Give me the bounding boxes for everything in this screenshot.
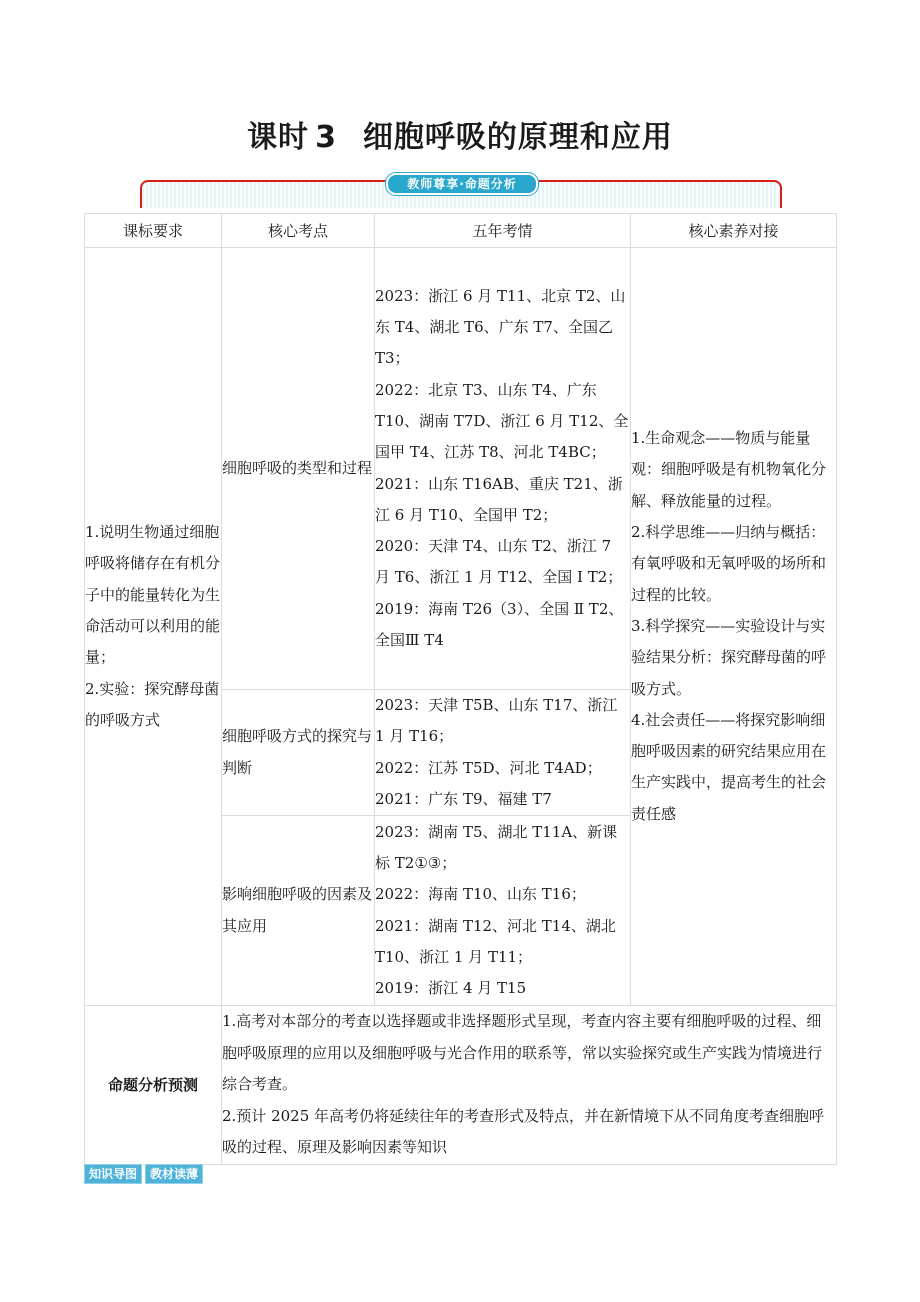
literacy-item: 1.生命观念——物质与能量观：细胞呼吸是有机物氧化分解、释放能量的过程。 [631,429,827,510]
literacy-item: 2.科学思维——归纳与概括：有氧呼吸和无氧呼吸的场所和过程的比较。 [631,523,827,604]
exam-entry: 2021：湖南 T12、河北 T14、湖北 T10、浙江 1 月 T11； [375,916,616,966]
exam-cell [375,248,631,690]
topic-cell: 影响细胞呼吸的因素及其应用 [222,816,375,1006]
table-row [85,248,837,690]
exam-entry: 2019：海南 T26（3）、全国 Ⅱ T2、全国Ⅲ T4 [375,599,624,649]
analysis-label: 命题分析预测 [85,1006,222,1165]
tag-knowledge-map[interactable]: 知识导图 [84,1164,142,1184]
requirement-item: 1.说明生物通过细胞呼吸将储存在有机分子中的能量转化为生命活动可以利用的能量； [85,523,221,667]
topic-cell: 细胞呼吸方式的探究与判断 [222,690,375,816]
exam-entry: 2021：广东 T9、福建 T7 [375,789,552,808]
topic-cell: 细胞呼吸的类型和过程 [222,248,375,690]
analysis-item: 2.预计 2025 年高考仍将延续往年的考查形式及特点，并在新情境下从不同角度考查细胞呼吸的过程、原理及影响因素等知识 [222,1106,825,1157]
exam-entry: 2022：海南 T10、山东 T16； [375,885,586,904]
exam-entry: 2023：湖南 T5、湖北 T11A、新课标 T2①③； [375,822,618,873]
table-header-row [85,214,837,248]
exam-entry: 2023：天津 T5B、山东 T17、浙江 1 月 T16； [375,696,618,746]
table-row [85,1006,837,1165]
exam-cell [375,690,631,816]
header-requirement: 课标要求 [85,214,222,248]
literacy-cell [631,248,837,1006]
exam-entry: 2020：天津 T4、山东 T2、浙江 7 月 T6、浙江 1 月 T12、全国 Ⅰ T2； [375,537,623,587]
title-number: 3 [315,120,337,155]
header-topic: 核心考点 [222,214,375,248]
exam-entry: 2023：浙江 6 月 T11、北京 T2、山东 T4、湖北 T6、广东 T7、全国乙 T3； [375,286,626,368]
tag-textbook-reading[interactable]: 教材读薄 [145,1164,203,1184]
analysis-cell [222,1006,837,1165]
literacy-item: 3.科学探究——实验设计与实验结果分析：探究酵母菌的呼吸方式。 [631,616,827,698]
exam-entry: 2022：江苏 T5D、河北 T4AD； [375,758,602,777]
banner-label: 教师尊享·命题分析 [386,173,538,195]
exam-cell [375,816,631,1006]
footer-tags [84,1164,203,1182]
literacy-item: 4.社会责任——将探究影响细胞呼吸因素的研究结果应用在生产实践中，提高考生的社会责任感 [631,710,827,823]
analysis-item: 1.高考对本部分的考查以选择题或非选择题形式呈现，考查内容主要有细胞呼吸的过程、细胞呼吸原理的应用以及细胞呼吸与光合作用的联系等，常以实验探究或生产实践为情境进行综合考查。 [222,1012,823,1094]
exam-entry: 2021：山东 T16AB、重庆 T21、浙江 6 月 T10、全国甲 T2； [375,474,623,524]
exam-entry: 2022：北京 T3、山东 T4、广东 T10、湖南 T7D、浙江 6 月 T12、全国甲 T4、江苏 T8、河北 T4BC； [375,380,629,462]
requirement-item: 2.实验：探究酵母菌的呼吸方式 [85,679,220,729]
title-prefix: 课时 [247,120,310,155]
header-exams: 五年考情 [375,214,631,248]
header-literacy: 核心素养对接 [631,214,837,248]
requirements-cell [85,248,222,1006]
title-text: 细胞呼吸的原理和应用 [362,120,673,155]
page-title [0,112,920,156]
syllabus-table [84,213,837,1165]
exam-entry: 2019：浙江 4 月 T15 [375,979,527,998]
